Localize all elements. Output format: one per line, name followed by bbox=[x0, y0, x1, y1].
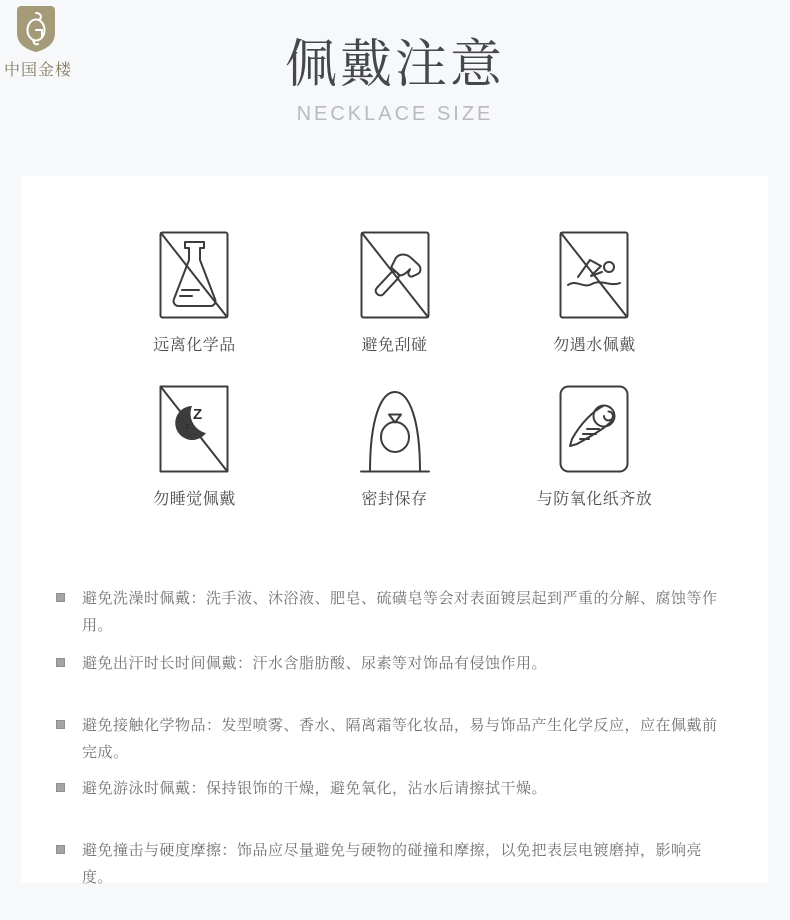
sealed-storage-icon bbox=[360, 385, 430, 473]
icon-label: 与防氧化纸齐放 bbox=[536, 490, 653, 508]
bullet-square-icon bbox=[56, 783, 65, 792]
note-text: 避免游泳时佩戴：保持银饰的干燥，避免氧化，沾水后请擦拭干燥。 bbox=[82, 779, 548, 797]
no-sleep-icon bbox=[159, 385, 229, 473]
bullet-square-icon bbox=[56, 845, 65, 854]
brand-shield-icon bbox=[17, 6, 55, 52]
care-icon-grid bbox=[95, 176, 695, 509]
bullet-square-icon bbox=[56, 658, 65, 667]
bullet-square-icon bbox=[56, 720, 65, 729]
bullet-square-icon bbox=[56, 593, 65, 602]
page-header bbox=[0, 0, 790, 126]
page-title: 佩戴注意 bbox=[284, 36, 505, 94]
note-text: 避免接触化学物品：发型喷雾、香水、隔离霜等化妆品，易与饰品产生化学反应，应在佩戴前完成。 bbox=[82, 716, 718, 761]
no-chemicals-icon bbox=[159, 231, 229, 319]
note-item bbox=[56, 585, 730, 639]
note-item bbox=[56, 712, 730, 766]
svg-text:Z: Z bbox=[193, 405, 203, 423]
icon-label: 勿睡觉佩戴 bbox=[153, 490, 236, 508]
care-item-anti-oxidation-paper bbox=[537, 385, 653, 509]
svg-text:z: z bbox=[185, 420, 190, 431]
care-item-no-water bbox=[553, 231, 636, 355]
note-item bbox=[56, 837, 730, 891]
care-card bbox=[21, 176, 768, 886]
note-item bbox=[56, 775, 730, 802]
note-item bbox=[56, 650, 730, 677]
icon-label: 远离化学品 bbox=[153, 336, 236, 354]
no-water-icon bbox=[559, 231, 629, 319]
note-text: 避免撞击与硬度摩擦：饰品应尽量避免与硬物的碰撞和摩擦，以免把表层电镀磨掉，影响亮度。 bbox=[82, 841, 703, 886]
care-item-no-sleep bbox=[153, 385, 236, 509]
care-item-sealed-storage bbox=[360, 385, 430, 509]
anti-oxidation-paper-icon bbox=[559, 385, 629, 473]
icon-label: 密封保存 bbox=[361, 490, 428, 508]
note-text: 避免洗澡时佩戴：洗手液、沐浴液、肥皂、硫磺皂等会对表面镀层起到严重的分解、腐蚀等作用。 bbox=[82, 589, 718, 634]
icon-label: 避免刮碰 bbox=[361, 336, 428, 354]
care-item-no-scratch bbox=[360, 231, 430, 355]
note-text: 避免出汗时长时间佩戴：汗水含脂肪酸、尿素等对饰品有侵蚀作用。 bbox=[82, 654, 548, 672]
brand-logo bbox=[4, 6, 73, 80]
icon-label: 勿遇水佩戴 bbox=[553, 336, 636, 354]
page-subtitle: NECKLACE SIZE bbox=[296, 102, 494, 125]
no-scratch-icon bbox=[360, 231, 430, 319]
brand-name: 中国金楼 bbox=[4, 62, 73, 79]
care-item-no-chemicals bbox=[153, 231, 236, 355]
care-notes bbox=[21, 585, 768, 891]
